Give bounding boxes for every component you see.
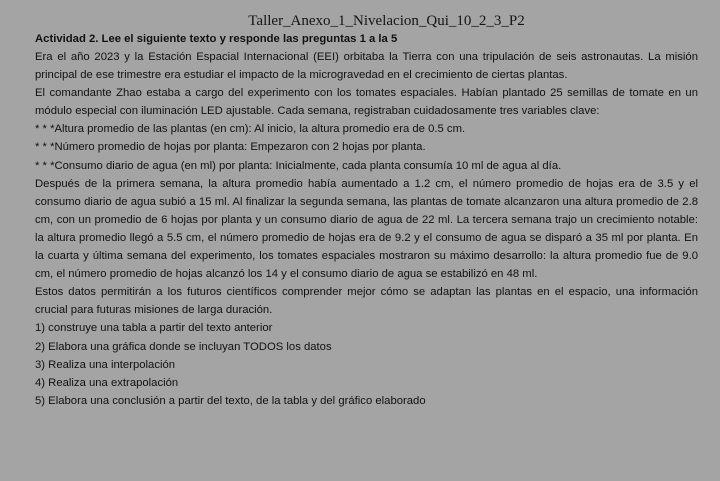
closing-paragraph: Estos datos permitirán a los futuros científicos comprender mejor cómo se adaptan las plantas en el espacio, una información crucial para futuras misiones de larga duración.	[35, 286, 698, 317]
question-5: 5) Elabora una conclusión a partir del texto, de la tabla y del gráfico elaborado	[35, 394, 426, 407]
question-4: 4) Realiza una extrapolación	[35, 376, 179, 389]
variable-leaves: * * *Número promedio de hojas por planta: Empezaron con 2 hojas por planta.	[35, 141, 426, 154]
variable-water: * * *Consumo diario de agua (en ml) por planta: Inicialmente, cada planta consumía 10 ml de agua al día.	[35, 159, 562, 172]
question-3: 3) Realiza una interpolación	[35, 358, 176, 371]
document-title: Taller_Anexo_1_Nivelacion_Qui_10_2_3_P2	[248, 13, 525, 29]
experiment-paragraph: El comandante Zhao estaba a cargo del experimento con los tomates espaciales. Habían plantado 25 semillas de tomate en un módulo especial con iluminación LED ajustable. Cada semana, registraban cuidadosamente tres variables clave:	[35, 87, 698, 118]
question-1: 1) construye una tabla a partir del texto anterior	[35, 322, 273, 335]
intro-paragraph: Era el año 2023 y la Estación Espacial Internacional (EEI) orbitaba la Tierra con una tripulación de seis astronautas. La misión principal de ese trimestre era estudiar el impacto de la microgravedad en el crecimiento de ciertas plantas.	[35, 51, 698, 82]
variable-height: * * *Altura promedio de las plantas (en cm): Al inicio, la altura promedio era de 0.5 cm.	[35, 123, 466, 136]
activity-heading: Actividad 2. Lee el siguiente texto y responde las preguntas 1 a la 5	[35, 33, 398, 45]
question-2: 2) Elabora una gráfica donde se incluyan TODOS los datos	[35, 340, 332, 353]
document-page	[0, 12, 720, 481]
results-paragraph: Después de la primera semana, la altura promedio había aumentado a 1.2 cm, el número promedio de hojas era de 3.5 y el consumo diario de agua subió a 15 ml. Al finalizar la segunda semana, las plantas de tomate alcanzaron una altura promedio de 2.8 cm, con un promedio de 6 hojas por planta y un consumo diario de agua de 22 ml. La tercera semana trajo un crecimiento notable: la altura promedio llegó a 5.5 cm, el número promedio de hojas era de 9.2 y el consumo de agua se disparó a 35 ml por planta. En la cuarta y última semana del experimento, los tomates espaciales mostraron su máximo desarrollo: la altura promedio fue de 9.0 cm, el número promedio de hojas alcanzó los 14 y el consumo diario de agua se estabilizó en 48 ml.	[35, 177, 698, 281]
